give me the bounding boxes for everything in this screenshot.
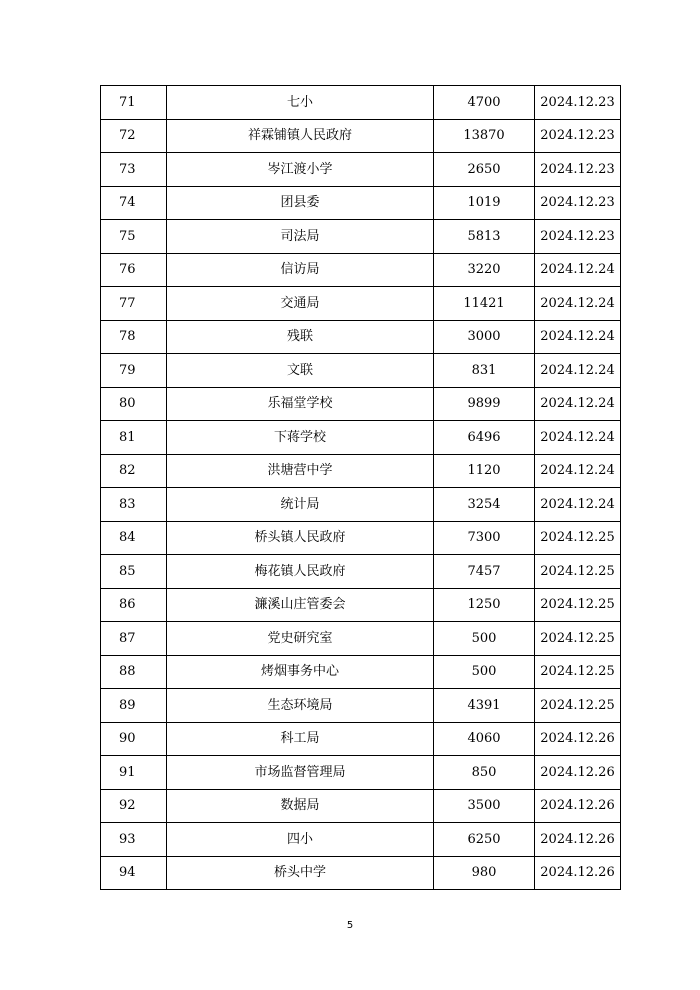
unit-name-cell: 司法局 (167, 220, 434, 254)
amount-cell: 4391 (434, 689, 535, 723)
table-row (101, 521, 621, 555)
amount-cell: 1120 (434, 454, 535, 488)
unit-name-cell: 市场监督管理局 (167, 756, 434, 790)
unit-name-cell: 烤烟事务中心 (167, 655, 434, 689)
table-row (101, 253, 621, 287)
table-row (101, 421, 621, 455)
date-cell: 2024.12.23 (535, 186, 621, 220)
donation-table-container (100, 85, 615, 890)
amount-cell: 500 (434, 655, 535, 689)
amount-cell: 9899 (434, 387, 535, 421)
unit-name-cell: 统计局 (167, 488, 434, 522)
table-row (101, 454, 621, 488)
table-row (101, 86, 621, 120)
table-row (101, 287, 621, 321)
date-cell: 2024.12.25 (535, 689, 621, 723)
date-cell: 2024.12.24 (535, 287, 621, 321)
table-row (101, 622, 621, 656)
amount-cell: 4060 (434, 722, 535, 756)
date-cell: 2024.12.24 (535, 253, 621, 287)
table-body (101, 86, 621, 890)
amount-cell: 5813 (434, 220, 535, 254)
date-cell: 2024.12.25 (535, 521, 621, 555)
row-number-cell: 76 (101, 253, 167, 287)
donation-table (100, 85, 621, 890)
row-number-cell: 83 (101, 488, 167, 522)
row-number-cell: 93 (101, 823, 167, 857)
date-cell: 2024.12.24 (535, 354, 621, 388)
table-row (101, 555, 621, 589)
unit-name-cell: 团县委 (167, 186, 434, 220)
table-row (101, 387, 621, 421)
date-cell: 2024.12.23 (535, 153, 621, 187)
amount-cell: 3254 (434, 488, 535, 522)
row-number-cell: 75 (101, 220, 167, 254)
amount-cell: 1019 (434, 186, 535, 220)
row-number-cell: 74 (101, 186, 167, 220)
page-number: 5 (346, 920, 354, 931)
unit-name-cell: 下蒋学校 (167, 421, 434, 455)
row-number-cell: 88 (101, 655, 167, 689)
table-row (101, 856, 621, 890)
row-number-cell: 78 (101, 320, 167, 354)
amount-cell: 11421 (434, 287, 535, 321)
amount-cell: 3500 (434, 789, 535, 823)
amount-cell: 850 (434, 756, 535, 790)
date-cell: 2024.12.23 (535, 119, 621, 153)
unit-name-cell: 生态环境局 (167, 689, 434, 723)
row-number-cell: 89 (101, 689, 167, 723)
date-cell: 2024.12.24 (535, 421, 621, 455)
row-number-cell: 77 (101, 287, 167, 321)
amount-cell: 6496 (434, 421, 535, 455)
row-number-cell: 80 (101, 387, 167, 421)
row-number-cell: 85 (101, 555, 167, 589)
date-cell: 2024.12.24 (535, 320, 621, 354)
date-cell: 2024.12.26 (535, 823, 621, 857)
unit-name-cell: 残联 (167, 320, 434, 354)
table-row (101, 789, 621, 823)
unit-name-cell: 桥头中学 (167, 856, 434, 890)
amount-cell: 3000 (434, 320, 535, 354)
amount-cell: 2650 (434, 153, 535, 187)
amount-cell: 6250 (434, 823, 535, 857)
unit-name-cell: 交通局 (167, 287, 434, 321)
table-row (101, 588, 621, 622)
row-number-cell: 84 (101, 521, 167, 555)
amount-cell: 831 (434, 354, 535, 388)
date-cell: 2024.12.24 (535, 387, 621, 421)
unit-name-cell: 濂溪山庄管委会 (167, 588, 434, 622)
table-row (101, 823, 621, 857)
amount-cell: 1250 (434, 588, 535, 622)
table-row (101, 689, 621, 723)
amount-cell: 7300 (434, 521, 535, 555)
amount-cell: 4700 (434, 86, 535, 120)
unit-name-cell: 梅花镇人民政府 (167, 555, 434, 589)
row-number-cell: 86 (101, 588, 167, 622)
row-number-cell: 91 (101, 756, 167, 790)
table-row (101, 722, 621, 756)
unit-name-cell: 七小 (167, 86, 434, 120)
table-row (101, 320, 621, 354)
date-cell: 2024.12.25 (535, 555, 621, 589)
date-cell: 2024.12.24 (535, 488, 621, 522)
table-row (101, 488, 621, 522)
unit-name-cell: 岑江渡小学 (167, 153, 434, 187)
date-cell: 2024.12.23 (535, 220, 621, 254)
unit-name-cell: 数据局 (167, 789, 434, 823)
row-number-cell: 79 (101, 354, 167, 388)
unit-name-cell: 四小 (167, 823, 434, 857)
date-cell: 2024.12.26 (535, 722, 621, 756)
amount-cell: 500 (434, 622, 535, 656)
date-cell: 2024.12.26 (535, 789, 621, 823)
unit-name-cell: 桥头镇人民政府 (167, 521, 434, 555)
unit-name-cell: 乐福堂学校 (167, 387, 434, 421)
table-row (101, 186, 621, 220)
row-number-cell: 82 (101, 454, 167, 488)
row-number-cell: 87 (101, 622, 167, 656)
amount-cell: 3220 (434, 253, 535, 287)
row-number-cell: 90 (101, 722, 167, 756)
row-number-cell: 73 (101, 153, 167, 187)
row-number-cell: 81 (101, 421, 167, 455)
unit-name-cell: 洪塘营中学 (167, 454, 434, 488)
table-row (101, 220, 621, 254)
table-row (101, 354, 621, 388)
table-row (101, 655, 621, 689)
unit-name-cell: 文联 (167, 354, 434, 388)
row-number-cell: 94 (101, 856, 167, 890)
date-cell: 2024.12.26 (535, 756, 621, 790)
amount-cell: 13870 (434, 119, 535, 153)
row-number-cell: 71 (101, 86, 167, 120)
row-number-cell: 72 (101, 119, 167, 153)
amount-cell: 7457 (434, 555, 535, 589)
date-cell: 2024.12.25 (535, 655, 621, 689)
table-row (101, 756, 621, 790)
date-cell: 2024.12.24 (535, 454, 621, 488)
date-cell: 2024.12.26 (535, 856, 621, 890)
unit-name-cell: 信访局 (167, 253, 434, 287)
table-row (101, 153, 621, 187)
row-number-cell: 92 (101, 789, 167, 823)
unit-name-cell: 祥霖铺镇人民政府 (167, 119, 434, 153)
unit-name-cell: 科工局 (167, 722, 434, 756)
date-cell: 2024.12.25 (535, 622, 621, 656)
date-cell: 2024.12.25 (535, 588, 621, 622)
date-cell: 2024.12.23 (535, 86, 621, 120)
table-row (101, 119, 621, 153)
unit-name-cell: 党史研究室 (167, 622, 434, 656)
amount-cell: 980 (434, 856, 535, 890)
